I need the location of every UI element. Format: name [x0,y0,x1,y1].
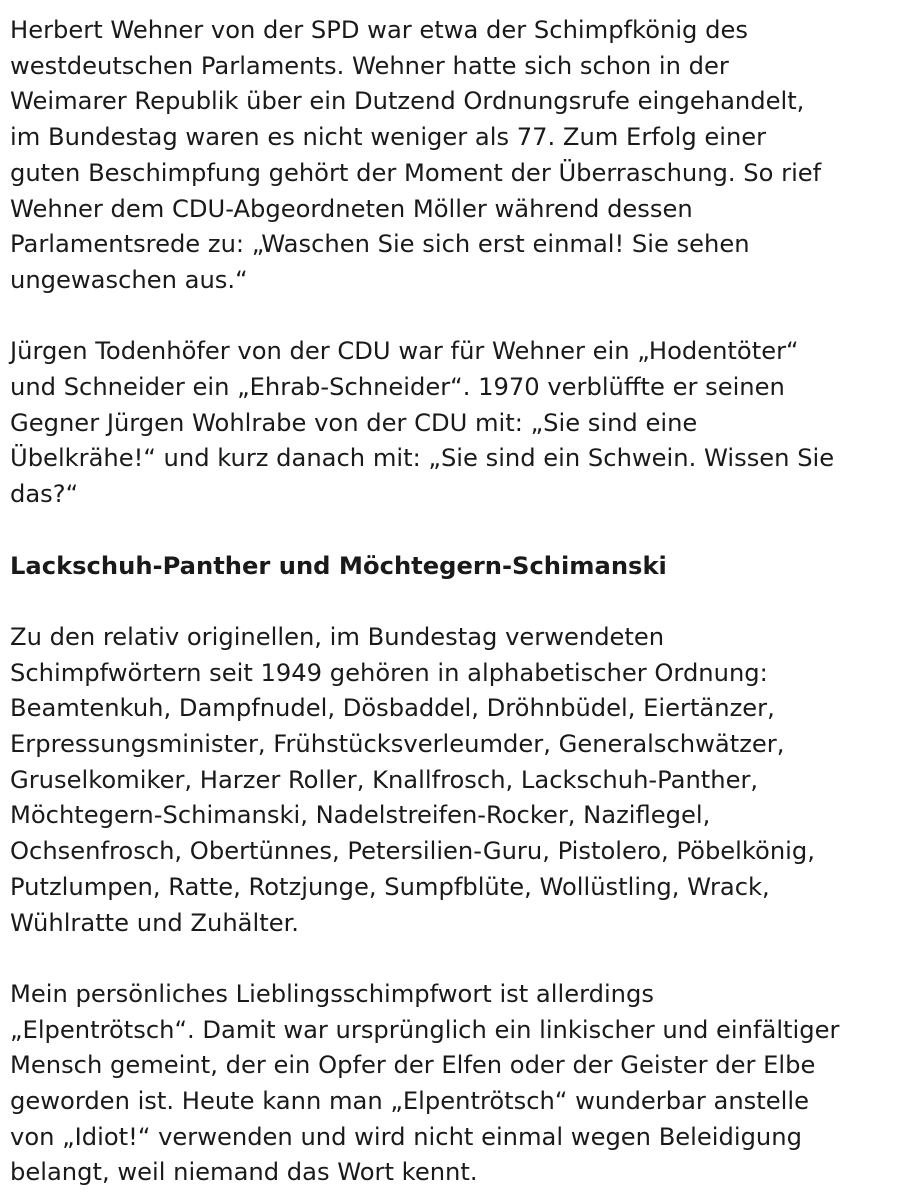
paragraph-schimpfwoerter-list: Zu den relativ originellen, im Bundestag verwendeten Schimpfwörtern seit 1949 gehören in alphabetischer Ordnung: Beamtenkuh, Dampfnudel, Dösbaddel, Dröhnbüdel, Eiertänzer, Erpressungsminister, Frühstücksverleumder, Generalschwätzer, Gruselkomiker, Harzer Roller, Knallfrosch, Lackschuh-Panther, Möchtegern-Schimanski, Nadelstreifen-Rocker, Naziflegel, Ochsenfrosch, Obertünnes, Petersilien-Guru, Pistolero, Pöbelkönig, Putzlumpen, Ratte, Rotzjunge, Sumpfblüte, Wollüstling, Wrack, Wühlratte und Zuhälter. [10,622,815,937]
paragraph-wehner-schimpfkoenig: Herbert Wehner von der SPD war etwa der Schimpfkönig des westdeutschen Parlaments. Wehner hatte sich schon in der Weimarer Republik über ein Dutzend Ordnungsrufe eingehandelt, im Bundestag waren es nicht weniger als 77. Zum Erfolg einer guten Beschimpfung gehört der Moment der Überraschung. So rief Wehner dem CDU-Abgeordneten Möller während dessen Parlamentsrede zu: „Waschen Sie sich erst einmal! Sie sehen ungewaschen aus.“ [10,16,822,294]
paragraph-elpentroetsch: Mein persönliches Lieblingsschimpfwort ist allerdings „Elpentrötsch“. Damit war ursprünglich ein linkischer und einfältiger Mensch gemeint, der ein Opfer der Elfen oder der Geister der Elbe geworden ist. Heute kann man „Elpentrötsch“ wunderbar anstelle von „Idiot!“ verwenden und wird nicht einmal wegen Beleidigung belangt, weil niemand das Wort kennt. [10,979,840,1187]
section-heading: Lackschuh-Panther und Möchtegern-Schimanski [10,551,667,580]
article-body [10,13,895,1191]
paragraph-todenhoefer-wohlrabe: Jürgen Todenhöfer von der CDU war für Wehner ein „Hodentöter“ und Schneider ein „Ehrab-Schneider“. 1970 verblüffte er seinen Gegner Jürgen Wohlrabe von der CDU mit: „Sie sind eine Übelkrähe!“ und kurz danach mit: „Sie sind ein Schwein. Wissen Sie das?“ [10,337,835,509]
